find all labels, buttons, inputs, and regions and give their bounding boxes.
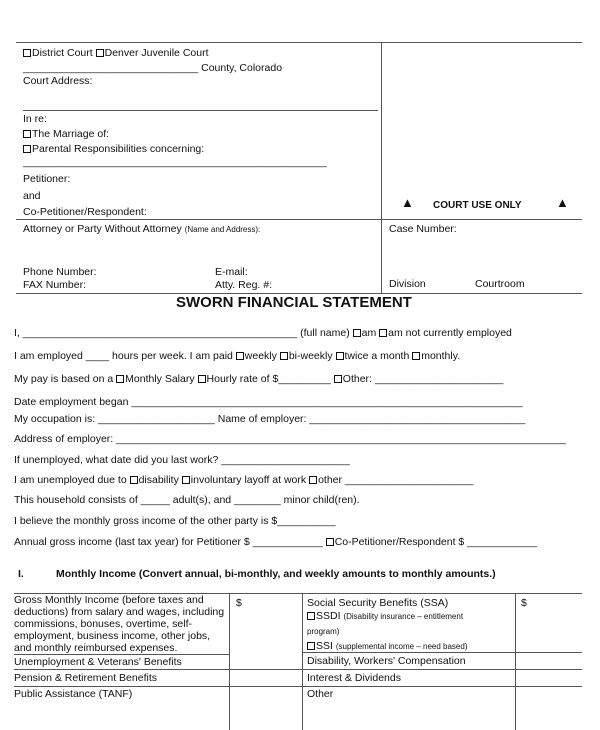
triangle-up-icon: ▲ — [556, 195, 569, 210]
triangle-up-icon: ▲ — [401, 195, 414, 210]
employment-began-field[interactable]: Date employment began ___________________________________________________________________ — [14, 396, 523, 408]
ssi-note: (supplemental income – need based) — [335, 642, 468, 651]
ssa-dollar[interactable]: $ — [521, 597, 527, 609]
monthly-checkbox[interactable] — [412, 352, 420, 360]
hourly-rate-field[interactable]: Hourly rate of $_________ — [206, 373, 331, 385]
employer-address-field[interactable]: Address of employer: _____________________________________________________________________________ — [14, 433, 566, 445]
involuntary-layoff-checkbox[interactable] — [182, 476, 190, 484]
bi-weekly-label: bi-weekly — [288, 350, 333, 362]
caption-vertical-divider — [381, 42, 382, 294]
table-row-divider — [14, 686, 582, 687]
monthly-salary-checkbox[interactable] — [116, 375, 124, 383]
district-court-checkbox[interactable] — [23, 49, 31, 57]
table-row-divider — [302, 652, 582, 653]
ssa-label: Social Security Benefits (SSA) — [307, 597, 449, 609]
other-reason-field[interactable]: other ______________________ — [318, 474, 474, 486]
co-petitioner-checkbox[interactable] — [326, 538, 334, 546]
am-employed-checkbox[interactable] — [353, 329, 361, 337]
annual-income-line — [14, 536, 537, 548]
gross-income-text-line: Gross Monthly Income (before taxes and — [14, 594, 204, 606]
marriage-of-checkbox[interactable] — [23, 130, 31, 138]
district-court-label: District Court — [32, 47, 93, 59]
disability-label: disability — [138, 474, 179, 486]
case-number-label: Case Number: — [389, 223, 457, 235]
table-col-divider-3 — [515, 593, 516, 730]
twice-a-month-label: twice a month — [344, 350, 410, 362]
ssdi-note: (Disability insurance – entitlement — [343, 612, 464, 621]
section-title-rest: (Convert annual, bi-monthly, and weekly amounts to monthly amounts.) — [138, 568, 496, 580]
gross-income-text-line: employment, business income, other jobs, — [14, 630, 211, 642]
bi-weekly-checkbox[interactable] — [280, 352, 288, 360]
petitioner-income-field[interactable]: Annual gross income (last tax year) for Petitioner $ ____________ — [14, 536, 323, 548]
pay-frequency-line — [14, 350, 460, 362]
section-title-lead: Monthly Income — [56, 568, 136, 580]
ssi-checkbox[interactable] — [307, 642, 315, 650]
ssi-line — [307, 640, 468, 652]
atty-reg-label: Atty. Reg. #: — [215, 279, 272, 291]
in-re-label: In re: — [23, 113, 47, 125]
other-pay-checkbox[interactable] — [334, 375, 342, 383]
county-line[interactable]: ______________________________ County, Colorado — [23, 62, 283, 74]
occupation-employer-field[interactable]: My occupation is: ____________________ Name of employer: _____________________________________ — [14, 413, 526, 425]
interest-dividends-label: Interest & Dividends — [307, 672, 401, 684]
hourly-rate-checkbox[interactable] — [198, 375, 206, 383]
am-not-employed-checkbox[interactable] — [379, 329, 387, 337]
disability-checkbox[interactable] — [130, 476, 138, 484]
twice-a-month-checkbox[interactable] — [336, 352, 344, 360]
marriage-of-label: The Marriage of: — [32, 128, 110, 140]
denver-juvenile-court-label: Denver Juvenile Court — [104, 47, 209, 59]
court-selection-line — [23, 47, 209, 59]
monthly-label: monthly. — [421, 350, 461, 362]
division-label: Division — [389, 278, 426, 290]
pay-basis-label: My pay is based on a — [14, 373, 114, 385]
fax-label: FAX Number: — [23, 279, 87, 291]
ssdi-checkbox[interactable] — [307, 612, 315, 620]
ssdi-label: SSDI — [316, 610, 341, 622]
other-reason-checkbox[interactable] — [309, 476, 317, 484]
household-field[interactable]: This household consists of _____ adult(s), and ________ minor child(ren). — [14, 494, 360, 506]
weekly-checkbox[interactable] — [236, 352, 244, 360]
email-label: E-mail: — [215, 266, 248, 278]
attorney-label-text: Attorney or Party Without Attorney — [23, 223, 182, 235]
hours-per-week-field[interactable]: I am employed ____ hours per week. I am paid — [14, 350, 233, 362]
other-pay-field[interactable]: Other: ______________________ — [342, 373, 504, 385]
and-label: and — [23, 190, 41, 202]
pension-label: Pension & Retirement Benefits — [14, 672, 157, 684]
full-name-field[interactable]: I, _______________________________________________ (full name) — [14, 327, 350, 339]
court-use-only-label: COURT USE ONLY — [433, 200, 522, 211]
unemployed-due-label: I am unemployed due to — [14, 474, 127, 486]
ssdi-note-2: program) — [307, 627, 340, 636]
co-petitioner-income-field[interactable]: Co-Petitioner/Respondent $ ____________ — [334, 536, 538, 548]
courtroom-label: Courtroom — [475, 278, 525, 290]
involuntary-layoff-label: involuntary layoff at work — [190, 474, 307, 486]
table-col-divider-2 — [302, 593, 303, 730]
am-label: am — [361, 327, 377, 339]
parental-responsibilities-line — [23, 143, 204, 155]
section-title — [56, 568, 496, 580]
gross-monthly-income-cell — [14, 594, 228, 654]
caption-top-border — [16, 42, 582, 43]
denver-juvenile-court-checkbox[interactable] — [96, 49, 104, 57]
ssi-label: SSI — [316, 640, 333, 652]
table-row-divider — [14, 669, 582, 670]
monthly-salary-label: Monthly Salary — [125, 373, 195, 385]
unemployment-reason-line — [14, 474, 473, 486]
attorney-label — [23, 223, 260, 235]
unemployment-benefits-label: Unemployment & Veterans' Benefits — [14, 656, 182, 668]
petitioner-label: Petitioner: — [23, 173, 71, 185]
court-address-label: Court Address: — [23, 75, 93, 87]
parental-responsibilities-checkbox[interactable] — [23, 145, 31, 153]
gross-income-dollar[interactable]: $ — [236, 597, 242, 609]
court-address-underline[interactable] — [23, 110, 378, 111]
gross-income-text-line: commissions, bonuses, overtime, self- — [14, 618, 192, 630]
parental-responsibilities-blank[interactable]: ____________________________________________________ — [23, 156, 327, 168]
am-not-employed-label: am not currently employed — [388, 327, 512, 339]
table-row-divider — [14, 654, 230, 655]
form-title: SWORN FINANCIAL STATEMENT — [176, 294, 412, 311]
public-assistance-label: Public Assistance (TANF) — [14, 688, 133, 700]
caption-mid-border — [16, 219, 582, 220]
attorney-label-note: (Name and Address): — [184, 225, 261, 234]
co-petitioner-label: Co-Petitioner/Respondent: — [23, 206, 147, 218]
phone-label: Phone Number: — [23, 266, 97, 278]
disability-workers-comp-label: Disability, Workers' Compensation — [307, 655, 466, 667]
parental-responsibilities-label: Parental Responsibilities concerning: — [32, 143, 205, 155]
other-income-label: Other — [307, 688, 334, 700]
gross-income-text-line: and monthly reimbursed expenses. — [14, 642, 178, 654]
pay-basis-line — [14, 373, 503, 385]
weekly-label: weekly — [244, 350, 277, 362]
name-employment-line — [14, 327, 512, 339]
table-col-divider-1 — [229, 593, 230, 730]
ssdi-line — [307, 610, 463, 622]
last-work-date-field[interactable]: If unemployed, what date did you last work? ______________________ — [14, 454, 350, 466]
marriage-of-line — [23, 128, 109, 140]
gross-income-text-line: deductions) from salary and wages, including — [14, 606, 225, 618]
section-number: I. — [18, 568, 24, 580]
other-party-income-field[interactable]: I believe the monthly gross income of the other party is $__________ — [14, 515, 336, 527]
